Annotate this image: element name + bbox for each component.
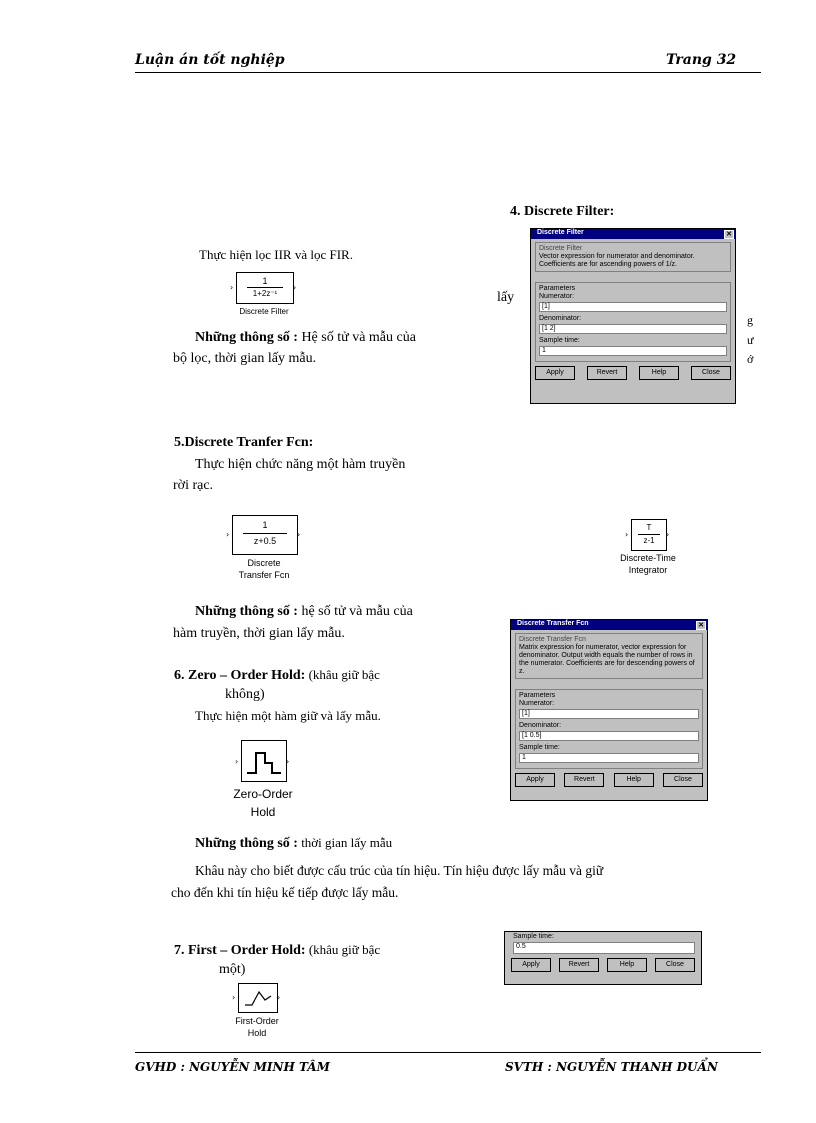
step-waveform-icon [242, 741, 286, 781]
discrete-filter-num: 1 [262, 276, 268, 286]
numerator-label: Numerator: [539, 293, 575, 300]
sec7-title [174, 941, 380, 960]
sec4-title: 4. Discrete Filter: [510, 204, 615, 219]
sec7-title-text: 7. First – Order Hold: [174, 943, 306, 958]
header-left: Luận án tốt nghiệp [135, 52, 285, 68]
close-button[interactable]: Close [691, 366, 731, 380]
margin-char-1: g [747, 313, 753, 327]
sec6-paragraph-2: cho đến khi tín hiệu kế tiếp được lấy mẫu. [171, 885, 399, 900]
footer-left: GVHD : NGUYỄN MINH TÂM [135, 1060, 330, 1074]
params-label: Những thông số : [195, 836, 298, 851]
denominator-field[interactable]: [1 2] [539, 324, 727, 334]
numerator-field[interactable]: [1] [519, 709, 699, 719]
discrete-filter-dialog [530, 228, 736, 404]
sample-time-field[interactable]: 1 [539, 346, 727, 356]
margin-char-2: ư [747, 333, 754, 347]
dialog-description: Vector expression for numerator and denominator. Coefficients are for ascending powers of 1/z. [539, 253, 695, 268]
help-button[interactable]: Help [614, 773, 654, 787]
sec7-title-note: (khâu giữ bậc [305, 942, 381, 957]
sec5-params [195, 603, 413, 621]
discrete-time-integrator-block [631, 519, 670, 551]
margin-char-3: ớ [747, 352, 754, 366]
integrator-den: z-1 [643, 536, 655, 545]
input-arrow-icon: › [232, 993, 236, 1002]
footer-rule [135, 1052, 761, 1053]
parameters-group [535, 282, 731, 362]
fraction-line [243, 533, 287, 534]
sec6-title [174, 666, 380, 685]
group-label: Discrete Filter [539, 245, 583, 252]
dialog-button-row [511, 773, 707, 787]
apply-button[interactable]: Apply [511, 958, 551, 972]
close-button[interactable]: Close [663, 773, 703, 787]
output-arrow-icon: › [277, 993, 281, 1002]
transfer-fcn-caption-1: Discrete [247, 558, 281, 568]
sec4-params-2: bộ lọc, thời gian lấy mẫu. [173, 351, 317, 366]
input-arrow-icon: › [235, 757, 239, 766]
sec6-paragraph-1: Khâu này cho biết được cấu trúc của tín hiệu. Tín hiệu được lấy mẫu và giữ [195, 863, 604, 878]
input-arrow-icon: › [226, 530, 230, 539]
transfer-fcn-num: 1 [262, 520, 268, 530]
sec5-desc-2: rời rạc. [173, 478, 214, 493]
close-button[interactable]: Close [655, 958, 695, 972]
revert-button[interactable]: Revert [587, 366, 627, 380]
sec5-title: 5.Discrete Tranfer Fcn: [174, 435, 314, 450]
params-text: Hệ số tử và mẫu của [297, 330, 416, 345]
params-label: Những thông số : [195, 604, 298, 619]
sec5-params-2: hàm truyền, thời gian lấy mẫu. [173, 626, 345, 641]
footer-right: SVTH : NGUYỄN THANH DUẨN [505, 1060, 718, 1074]
revert-button[interactable]: Revert [564, 773, 604, 787]
params-label: Những thông số : [195, 330, 298, 345]
dialog-description: Matrix expression for numerator, vector expression for denominator. Output width equals the number of rows in the numerator. Coefficients are for descending powers of z. [519, 644, 695, 675]
dialog-description-group [515, 633, 703, 679]
dialog-title: Discrete Transfer Fcn [517, 620, 589, 627]
denominator-field[interactable]: [1 0.5] [519, 731, 699, 741]
header-rule [135, 72, 761, 73]
close-icon[interactable]: ✕ [724, 230, 734, 239]
sec6-title-text: 6. Zero – Order Hold: [174, 668, 306, 683]
dialog-button-row [505, 958, 701, 972]
dialog-title: Discrete Filter [537, 229, 584, 236]
sample-time-label: Sample time: [539, 337, 580, 344]
parameters-label: Parameters [539, 285, 576, 292]
discrete-filter-den: 1+2z⁻¹ [252, 289, 278, 298]
zoh-caption-2: Hold [250, 805, 276, 819]
sample-time-label: Sample time: [513, 933, 554, 940]
dialog-description-group [535, 242, 731, 272]
sec4-params [195, 329, 416, 347]
sec6-title-note-2: không) [225, 687, 265, 702]
integrator-caption-2: Integrator [628, 565, 668, 575]
params-text: thời gian lấy mẫu [297, 835, 393, 850]
input-arrow-icon: › [230, 283, 234, 292]
dialog-titlebar [531, 229, 735, 239]
sec4-desc: Thực hiện lọc IIR và lọc FIR. [199, 247, 353, 262]
dialog-button-row [531, 366, 735, 380]
dialog-titlebar [511, 620, 707, 630]
fraction-line [638, 534, 660, 535]
discrete-transfer-fcn-block [232, 515, 301, 555]
zoh-caption-1: Zero-Order [233, 787, 293, 801]
header-right: Trang 32 [666, 52, 737, 68]
group-label: Discrete Transfer Fcn [519, 636, 586, 643]
parameters-group [515, 689, 703, 769]
output-arrow-icon: › [286, 757, 290, 766]
discrete-transfer-fcn-dialog [510, 619, 708, 801]
revert-button[interactable]: Revert [559, 958, 599, 972]
sample-time-label: Sample time: [519, 744, 560, 751]
numerator-label: Numerator: [519, 700, 555, 707]
sample-time-field[interactable]: 1 [519, 753, 699, 763]
first-order-hold-dialog [504, 931, 702, 985]
apply-button[interactable]: Apply [535, 366, 575, 380]
denominator-label: Denominator: [539, 315, 582, 322]
sample-time-field[interactable]: 0.5 [513, 942, 695, 954]
denominator-label: Denominator: [519, 722, 562, 729]
foh-caption-2: Hold [247, 1028, 267, 1038]
stray-text: lấy [497, 290, 515, 305]
sec6-title-note: (khâu giữ bậc [305, 667, 380, 682]
help-button[interactable]: Help [639, 366, 679, 380]
fraction-line [247, 287, 283, 288]
sec6-params [195, 834, 392, 853]
apply-button[interactable]: Apply [515, 773, 555, 787]
sec7-title-note-2: một) [219, 962, 246, 977]
numerator-field[interactable]: [1] [539, 302, 727, 312]
foh-caption-1: First-Order [235, 1016, 279, 1026]
close-icon[interactable]: ✕ [696, 621, 706, 630]
transfer-fcn-caption-2: Transfer Fcn [238, 570, 290, 580]
output-arrow-icon: › [297, 530, 301, 539]
discrete-filter-block [236, 272, 297, 304]
sec5-desc-1: Thực hiện chức năng một hàm truyền [195, 457, 406, 472]
parameters-label: Parameters [519, 692, 556, 699]
help-button[interactable]: Help [607, 958, 647, 972]
output-arrow-icon: › [666, 530, 670, 539]
ramp-waveform-icon [239, 984, 277, 1012]
sec6-desc: Thực hiện một hàm giữ và lấy mẫu. [195, 708, 381, 723]
discrete-filter-caption: Discrete Filter [239, 307, 289, 316]
first-order-hold-block [238, 983, 281, 1013]
integrator-num: T [646, 523, 652, 532]
integrator-caption-1: Discrete-Time [620, 553, 676, 563]
output-arrow-icon: › [293, 283, 297, 292]
transfer-fcn-den: z+0.5 [253, 536, 277, 546]
input-arrow-icon: › [625, 530, 629, 539]
zero-order-hold-block [241, 740, 290, 782]
params-text: hệ số tử và mẫu của [297, 604, 413, 619]
